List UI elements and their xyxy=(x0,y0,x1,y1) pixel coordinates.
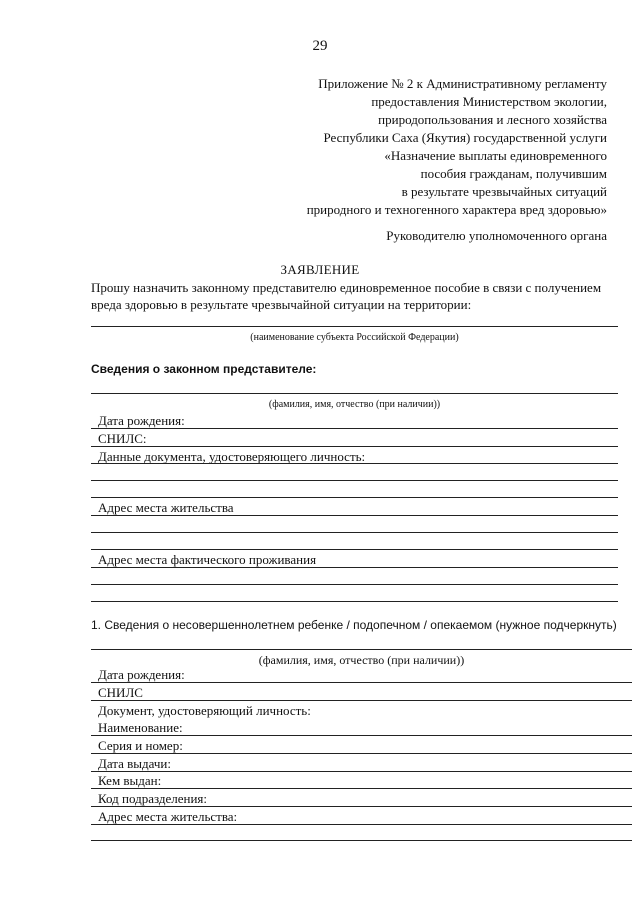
page-number: 29 xyxy=(312,38,328,54)
child-fio-line[interactable] xyxy=(91,649,632,650)
rep-address-line[interactable] xyxy=(91,515,618,516)
child-issued-by-line[interactable] xyxy=(91,788,632,789)
child-series-number-line[interactable] xyxy=(91,753,632,754)
document-title: ЗАЯВЛЕНИЕ xyxy=(280,262,360,277)
child-address-line[interactable] xyxy=(91,840,632,841)
appendix-line: природопользования и лесного хозяйства xyxy=(378,112,607,127)
child-issued-by-label: Кем выдан: xyxy=(98,773,162,788)
rep-address-label: Адрес места жительства xyxy=(98,500,234,515)
rep-section-heading: Сведения о законном представителе: xyxy=(91,362,317,376)
rep-id-doc-label: Данные документа, удостоверяющего личность: xyxy=(98,449,366,464)
addressee: Руководителю уполномоченного органа xyxy=(386,228,607,243)
rep-actual-address-line[interactable] xyxy=(91,601,618,602)
rep-birth-date-label: Дата рождения: xyxy=(98,413,185,428)
child-address-line[interactable] xyxy=(91,824,632,825)
rep-fio-caption: (фамилия, имя, отчество (при наличии)) xyxy=(268,399,441,410)
child-snils-line[interactable] xyxy=(91,700,632,701)
rep-address-line[interactable] xyxy=(91,549,618,550)
region-caption: (наименование субъекта Российской Федерации) xyxy=(250,332,459,343)
child-birth-date-label: Дата рождения: xyxy=(98,667,185,682)
rep-id-doc-line[interactable] xyxy=(91,480,618,481)
rep-actual-address-line[interactable] xyxy=(91,584,618,585)
child-issue-date-line[interactable] xyxy=(91,771,632,772)
appendix-line: пособия гражданам, получившим xyxy=(420,166,607,181)
intro-text: Прошу назначить законному представителю единовременное пособие в связи с получением вреда здоровью в результате чрезвычайной ситуации на территории: xyxy=(91,280,602,312)
child-section-heading: 1. Сведения о несовершеннолетнем ребенке / подопечном / опекаемом (нужное подчеркнуть) xyxy=(91,618,617,632)
child-division-code-line[interactable] xyxy=(91,806,632,807)
appendix-line: предоставления Министерством экологии, xyxy=(371,94,607,109)
rep-snils-line[interactable] xyxy=(91,446,618,447)
rep-address-line[interactable] xyxy=(91,532,618,533)
rep-birth-date-line[interactable] xyxy=(91,428,618,429)
child-birth-date-line[interactable] xyxy=(91,682,632,683)
appendix-line: в результате чрезвычайных ситуаций xyxy=(401,184,607,199)
appendix-line: Республики Саха (Якутия) государственной услуги xyxy=(323,130,607,145)
rep-actual-address-line[interactable] xyxy=(91,567,618,568)
rep-fio-line[interactable] xyxy=(91,393,618,394)
appendix-line: Приложение № 2 к Административному регламенту xyxy=(318,76,607,91)
rep-snils-label: СНИЛС: xyxy=(98,431,147,446)
appendix-header xyxy=(187,75,607,219)
child-series-number-label: Серия и номер: xyxy=(98,738,183,753)
child-id-doc-label: Документ, удостоверяющий личность: xyxy=(98,703,311,718)
appendix-line: «Назначение выплаты единовременного xyxy=(384,148,607,163)
child-doc-name-label: Наименование: xyxy=(98,720,183,735)
child-address-label: Адрес места жительства: xyxy=(98,809,238,824)
child-issue-date-label: Дата выдачи: xyxy=(98,756,172,771)
child-division-code-label: Код подразделения: xyxy=(98,791,208,806)
child-fio-caption: (фамилия, имя, отчество (при наличии)) xyxy=(258,653,465,667)
child-doc-name-line[interactable] xyxy=(91,735,632,736)
child-snils-label: СНИЛС xyxy=(98,685,143,700)
rep-id-doc-line[interactable] xyxy=(91,497,618,498)
appendix-line: природного и техногенного характера вред здоровью» xyxy=(306,202,607,217)
rep-actual-address-label: Адрес места фактического проживания xyxy=(98,552,317,567)
rep-id-doc-line[interactable] xyxy=(91,463,618,464)
region-input-line[interactable] xyxy=(91,326,618,327)
